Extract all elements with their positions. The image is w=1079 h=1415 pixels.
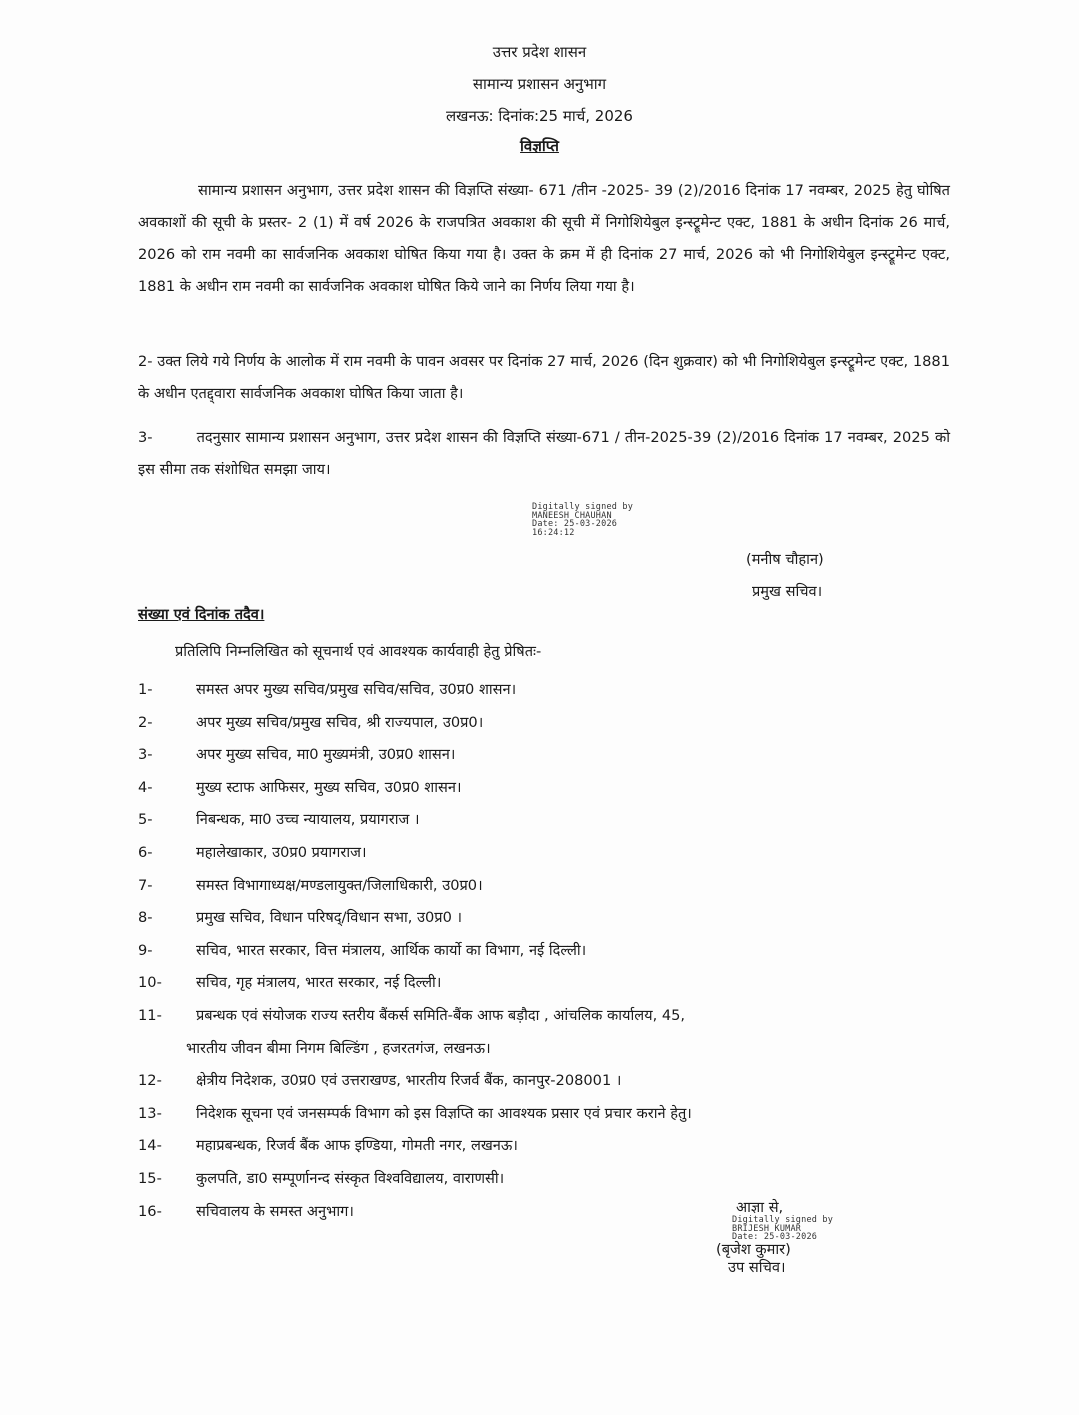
copy-list (138, 674, 950, 1228)
digital-signature-stamp-2 (732, 1216, 833, 1242)
list-number: 6- (138, 843, 153, 861)
list-number: 16- (138, 1202, 162, 1220)
stamp-line: Digitally signed by (532, 502, 634, 512)
stamp-line: 16:24:12 (532, 527, 575, 538)
list-item (138, 967, 950, 1000)
list-number: 1- (138, 681, 153, 698)
list-number: 2- (138, 713, 153, 731)
list-number: 7- (138, 876, 153, 894)
list-text: निबन्धक, मा0 उच्च न्यायालय, प्रयागराज । (196, 811, 420, 829)
list-number: 5- (138, 811, 153, 829)
number-date-heading: संख्या एवं दिनांक तदैव। (138, 606, 265, 623)
stamp-line: Date: 25-03-2026 (532, 519, 618, 529)
stamp-line: Digitally signed by (732, 1215, 834, 1225)
stamp-line: BRIJESH KUMAR (732, 1223, 802, 1234)
place-date: लखनऊ: दिनांक:25 मार्च, 2026 (446, 107, 633, 125)
list-item (138, 1163, 950, 1196)
list-number: 4- (138, 778, 153, 796)
list-item (138, 674, 950, 707)
list-number: 9- (138, 941, 153, 959)
copy-intro: प्रतिलिपि निम्नलिखित को सूचनार्थ एवं आवश्यक कार्यवाही हेतु प्रेषितः- (175, 643, 542, 660)
list-item (138, 837, 950, 870)
list-item (138, 1130, 950, 1163)
list-number: 12- (138, 1072, 162, 1090)
list-number: 8- (138, 909, 153, 927)
list-item (138, 1098, 950, 1131)
paragraph-3 (138, 422, 950, 486)
paragraph-3-number: 3- (138, 429, 153, 446)
list-text: अपर मुख्य सचिव, मा0 मुख्यमंत्री, उ0प्र0 शासन। (196, 746, 456, 764)
list-item (138, 935, 950, 968)
list-item (138, 772, 950, 805)
list-text: सचिवालय के समस्त अनुभाग। (196, 1202, 354, 1220)
signatory-designation-2: उप सचिव। (728, 1259, 786, 1276)
list-item (138, 902, 950, 935)
list-number: 3- (138, 746, 153, 764)
list-text: प्रबन्धक एवं संयोजक राज्य स्तरीय बैंकर्स समिति-बैंक आफ बड़ौदा , आंचलिक कार्यालय, 45, (196, 1006, 686, 1024)
list-text: प्रमुख सचिव, विधान परिषद्/विधान सभा, उ0प्र0 । (196, 909, 463, 927)
list-number: 13- (138, 1104, 162, 1122)
list-item (138, 1000, 950, 1065)
section-heading: सामान्य प्रशासन अनुभाग (472, 75, 607, 93)
list-item (138, 870, 950, 903)
list-number: 14- (138, 1137, 162, 1155)
list-text: अपर मुख्य सचिव/प्रमुख सचिव, श्री राज्यपाल, उ0प्र0। (196, 713, 484, 731)
list-text: कुलपति, डा0 सम्पूर्णानन्द संस्कृत विश्वविद्यालय, वाराणसी। (196, 1169, 505, 1187)
list-text: सचिव, गृह मंत्रालय, भारत सरकार, नई दिल्ली। (196, 974, 442, 992)
document-title: विज्ञप्ति (520, 137, 559, 155)
list-item (138, 707, 950, 740)
list-item (138, 739, 950, 772)
list-text-continued: भारतीय जीवन बीमा निगम बिल्डिंग , हजरतगंज, लखनऊ। (186, 1039, 491, 1057)
signatory-designation-1: प्रमुख सचिव। (752, 583, 823, 600)
by-order-text: आज्ञा से, (736, 1199, 784, 1216)
paragraph-1: सामान्य प्रशासन अनुभाग, उत्तर प्रदेश शासन की विज्ञप्ति संख्या- 671 /तीन -2025- 39 (2)/2016 दिनांक 17 नवम्बर, 2025 हेतु घोषित अवकाशों की सूची के प्रस्तर- 2 (1) में वर्ष 2026 के राजपत्रित अवकाश की सूची में निगोशियेबुल इन्स्ट्रूमेन्ट एक्ट, 1881 के अधीन दिनांक 26 मार्च, 2026 को राम नवमी का सार्वजनिक अवकाश घोषित किया गया है। उक्त के क्रम में ही दिनांक 27 मार्च, 2026 को भी निगोशियेबुल इन्स्ट्रूमेन्ट एक्ट, 1881 के अधीन राम नवमी का सार्वजनिक अवकाश घोषित किये जाने का निर्णय लिया गया है। (138, 182, 950, 295)
list-text: क्षेत्रीय निदेशक, उ0प्र0 एवं उत्तराखण्ड, भारतीय रिजर्व बैंक, कानपुर-208001 । (196, 1072, 622, 1090)
paragraph-3-text: तदनुसार सामान्य प्रशासन अनुभाग, उत्तर प्रदेश शासन की विज्ञप्ति संख्या-671 / तीन-2025-39 (2)/2016 दिनांक 17 नवम्बर, 2025 को इस सीमा तक संशोधित समझा जाय। (138, 429, 950, 478)
list-item (138, 804, 950, 837)
list-item (138, 1065, 950, 1098)
list-text: सचिव, भारत सरकार, वित्त मंत्रालय, आर्थिक कार्यो का विभाग, नई दिल्ली। (196, 941, 587, 959)
stamp-line: MANEESH CHAUHAN (532, 510, 612, 521)
list-number: 15- (138, 1169, 162, 1187)
list-text: निदेशक सूचना एवं जनसम्पर्क विभाग को इस विज्ञप्ति का आवश्यक प्रसार एवं प्रचार कराने हेतु। (196, 1104, 692, 1122)
list-text: समस्त विभागाध्यक्ष/मण्डलायुक्त/जिलाधिकारी, उ0प्र0। (196, 876, 483, 894)
signatory-name-2: (बृजेश कुमार) (716, 1241, 791, 1258)
govt-heading: उत्तर प्रदेश शासन (492, 43, 587, 61)
list-text: महालेखाकार, उ0प्र0 प्रयागराज। (196, 843, 367, 861)
list-text: मुख्य स्टाफ आफिसर, मुख्य सचिव, उ0प्र0 शासन। (196, 778, 462, 796)
list-number: 11- (138, 1006, 162, 1024)
stamp-line: Date: 25-03-2026 (732, 1232, 818, 1242)
digital-signature-stamp-1 (532, 503, 633, 537)
paragraph-2: 2- उक्त लिये गये निर्णय के आलोक में राम नवमी के पावन अवसर पर दिनांक 27 मार्च, 2026 (दिन शुक्रवार) को भी निगोशियेबुल इन्स्ट्रूमेन्ट एक्ट, 1881 के अधीन एतद्द्वारा सार्वजनिक अवकाश घोषित किया जाता है। (138, 353, 950, 402)
signatory-name-1: (मनीष चौहान) (746, 551, 824, 568)
list-number: 10- (138, 974, 162, 992)
list-text: महाप्रबन्धक, रिजर्व बैंक आफ इण्डिया, गोमती नगर, लखनऊ। (196, 1137, 518, 1155)
list-text: समस्त अपर मुख्य सचिव/प्रमुख सचिव/सचिव, उ0प्र0 शासन। (196, 681, 517, 698)
